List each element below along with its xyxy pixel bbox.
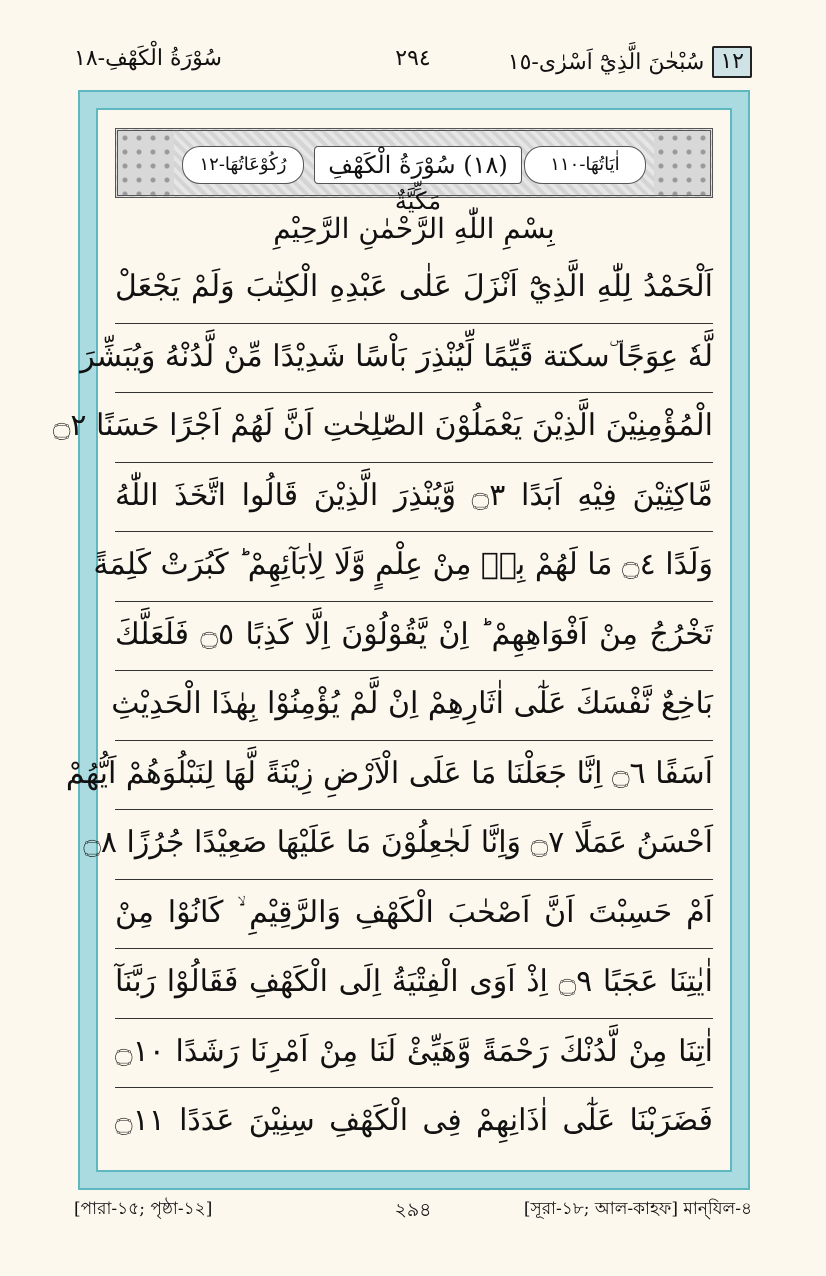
footer-page-number: ২৯৪ [394,1199,432,1221]
verses-count-label: اٰيَاتُهَا-١١٠ [524,146,646,184]
text-line: اٰيٰتِنَا عَجَبًا ۝٩ اِذْ اَوَى الْفِتْيَةُ اِلَى الْكَهْفِ فَقَالُوْا رَبَّنَآ [115,949,713,1019]
text-line: اَحْسَنُ عَمَلًا ۝٧ وَاِنَّا لَجٰعِلُوْنَ مَا عَلَيْهَا صَعِيْدًا جُرُزًا ۝٨ [115,810,713,880]
para-number-badge: ١٢ [712,46,752,78]
banner-ornament-left [118,131,174,195]
surah-name-header: سُوْرَةُ الْكَهْفِ-١٨ [74,46,222,71]
verse-text-block [52,254,713,1158]
surah-title-banner [115,128,713,215]
text-line: فَضَرَبْنَا عَلٰٓى اٰذَانِهِمْ فِى الْكَهْفِ سِنِيْنَ عَدَدًا ۝١١ [115,1103,713,1138]
text-line: اٰتِنَا مِنْ لَّدُنْكَ رَحْمَةً وَّهَيِّئْ لَنَا مِنْ اَمْرِنَا رَشَدًا ۝١٠ [115,1019,713,1089]
surah-title: (١٨) سُوْرَةُ الْكَهْفِ مَكِّيَّةٌ [314,146,522,184]
banner-ornament-right [654,131,710,195]
text-line: مَّاكِثِيْنَ فِيْهِ اَبَدًا ۝٣ وَّيُنْذِرَ الَّذِيْنَ قَالُوا اتَّخَذَ اللّٰهُ [115,463,713,533]
text-line: اَلْحَمْدُ لِلّٰهِ الَّذِيْٓ اَنْزَلَ عَلٰى عَبْدِهِ الْكِتٰبَ وَلَمْ يَجْعَلْ [115,254,713,324]
footer-surah-reference: [সূরা-১৮; আল-কাহফ] মান্‌যিল-৪ [523,1199,752,1219]
text-line: الْمُؤْمِنِيْنَ الَّذِيْنَ يَعْمَلُوْنَ الصّٰلِحٰتِ اَنَّ لَهُمْ اَجْرًا حَسَنًا ۝٢ [115,393,713,463]
text-line: وَلَدًا ۝٤ مَا لَهُمْ بِهٖ مِنْ عِلْمٍ وَّلَا لِاٰبَآئِهِمْ ؕ كَبُرَتْ كَلِمَةً [115,532,713,602]
bismillah: بِسْمِ اللّٰهِ الرَّحْمٰنِ الرَّحِيْمِ [273,212,555,245]
rukus-count-label: رُكُوْعَاتُهَا-١٢ [182,146,304,184]
footer-para-reference: [পারা-১৫; পৃষ্ঠা-১২] [74,1199,213,1219]
text-line: لَّهٗ عِوَجًا ۜسكتة قَيِّمًا لِّيُنْذِرَ بَاْسًا شَدِيْدًا مِّنْ لَّدُنْهُ وَيُبَشِّرَ [115,324,713,394]
para-name-header [508,46,752,78]
page-footer [0,1196,826,1226]
page-header [0,42,826,86]
text-line: بَاخِعٌ نَّفْسَكَ عَلٰٓى اٰثَارِهِمْ اِنْ لَّمْ يُؤْمِنُوْا بِهٰذَا الْحَدِيْثِ [115,671,713,741]
para-title: سُبْحٰنَ الَّذِيْٓ اَسْرٰى-١٥ [507,49,705,75]
text-line: تَخْرُجُ مِنْ اَفْوَاهِهِمْ ؕ اِنْ يَّقُوْلُوْنَ اِلَّا كَذِبًا ۝٥ فَلَعَلَّكَ [115,602,713,672]
text-line: اَسَفًا ۝٦ اِنَّا جَعَلْنَا مَا عَلَى الْاَرْضِ زِيْنَةً لَّهَا لِنَبْلُوَهُمْ اَيُّهُمْ [115,741,713,811]
text-line: اَمْ حَسِبْتَ اَنَّ اَصْحٰبَ الْكَهْفِ وَالرَّقِيْمِ ۙ كَانُوْا مِنْ [115,880,713,950]
page-number: ٢٩٤ [395,46,431,71]
